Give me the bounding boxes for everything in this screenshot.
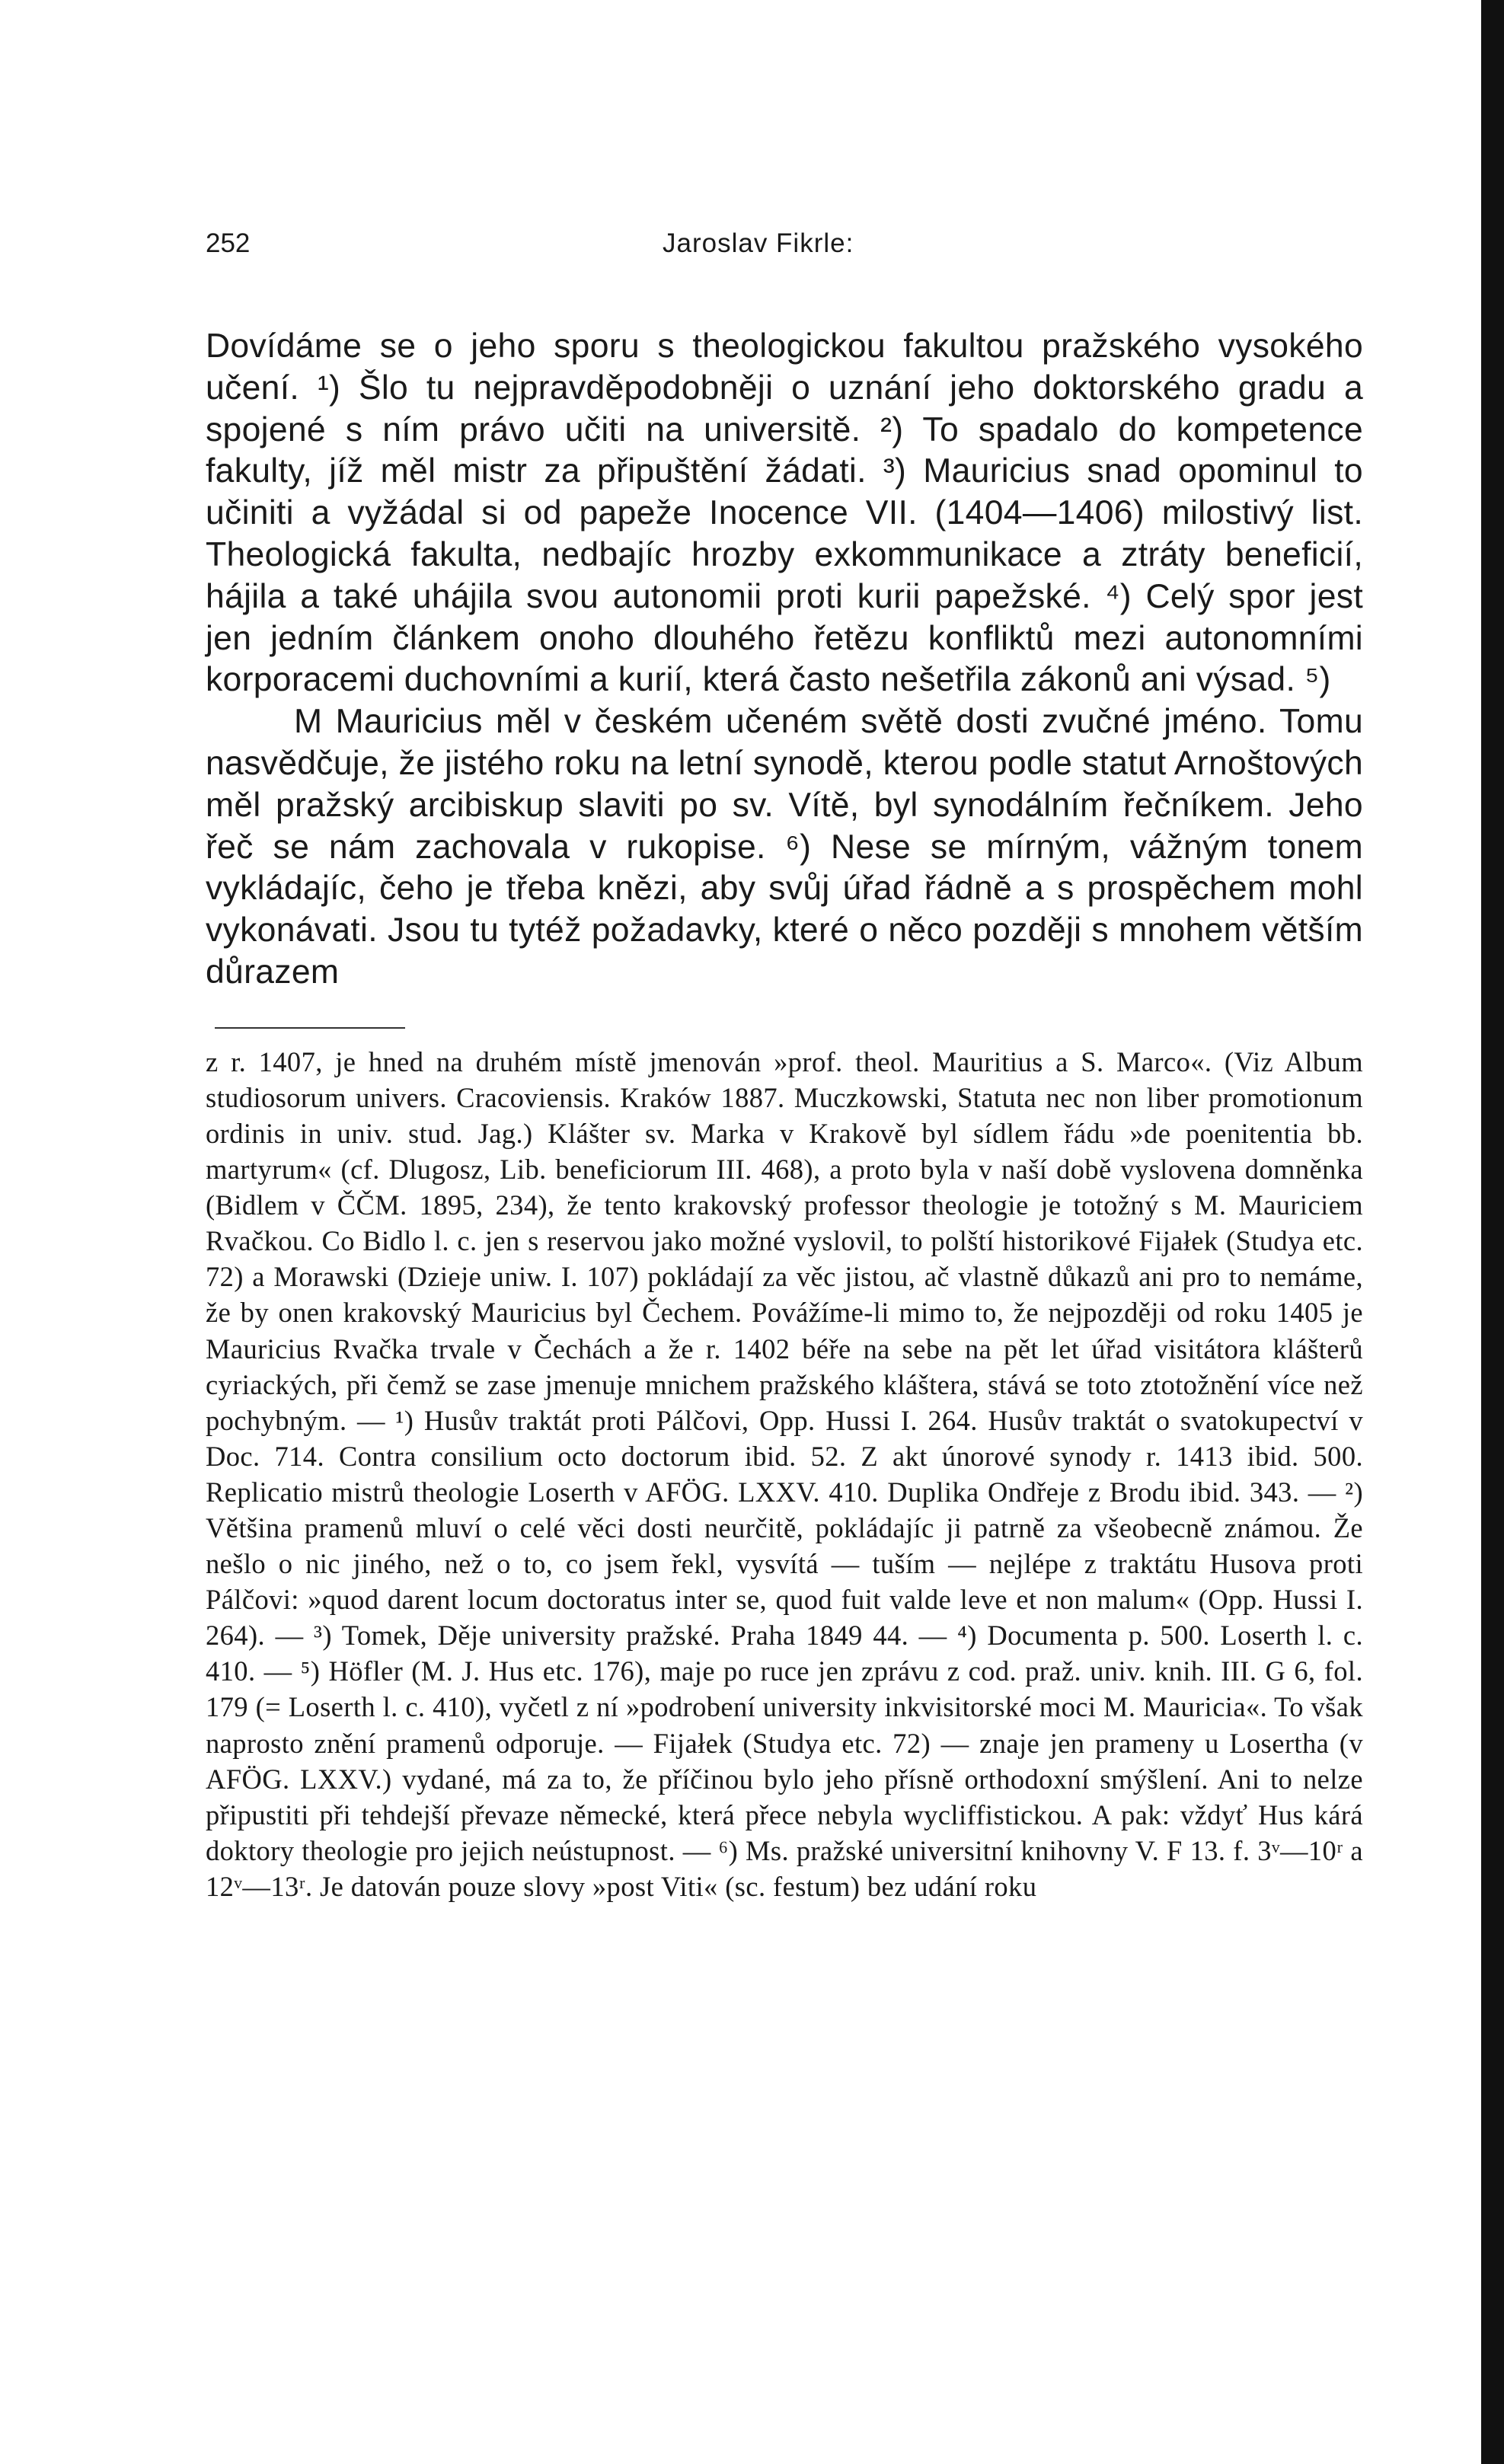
page-number: 252 <box>206 228 251 258</box>
footnotes <box>206 1044 1363 1904</box>
page-header <box>206 228 1363 274</box>
footnote-text: z r. 1407, je hned na druhém místě jmenován »prof. theol. Mauritius a S. Marco«. (Viz Album studiosorum univers. Cracoviensis. Kraków 1887. Muczkowski, Statuta nec non liber promotionum ordinis in univ. stud. Jag.) Klášter sv. Marka v Krakově byl sídlem řádu »de poenitentia bb. martyrum« (cf. Dlugosz, Lib. beneficiorum III. 468), a proto byla v naší době vyslovena domněnka (Bidlem v ČČM. 1895, 234), že tento krakovský professor theologie je totožný s M. Mauriciem Rvačkou. Co Bidlo l. c. jen s reservou jako možné vyslovil, to polští historikové Fijałek (Studya etc. 72) a Morawski (Dzieje uniw. I. 107) pokládají za věc jistou, ač vlastně důkazů ani pro to nemáme, že by onen krakovský Mauricius byl Čechem. Povážíme-li mimo to, že nejpozději od roku 1405 je Mauricius Rvačka trvale v Čechách a že r. 1402 béře na sebe na pět let úřad visitátora klášterů cyriackých, při čemž se zase jmenuje mnichem pražského kláštera, stává se toto ztotožnění více než pochybným. — ¹) Husův traktát proti Pálčovi, Opp. Hussi I. 264. Husův traktát o svatokupectví v Doc. 714. Contra consilium octo doctorum ibid. 52. Z akt únorové synody r. 1413 ibid. 500. Replicatio mistrů theologie Loserth v AFÖG. LXXV. 410. Duplika Ondřeje z Brodu ibid. 343. — ²) Většina pramenů mluví o celé věci dosti neurčitě, pokládajíc ji patrně za všeobecně známou. Že nešlo o nic jiného, než o to, co jsem řekl, vysvítá — tuším — nejlépe z traktátu Husova proti Pálčovi: »quod darent locum doctoratus inter se, quod fuit valde leve et non malum« (Opp. Hussi I. 264). — ³) Tomek, Děje university pražské. Praha 1849 44. — ⁴) Documenta p. 500. Loserth l. c. 410. — ⁵) Höfler (M. J. Hus etc. 176), maje po ruce jen zprávu z cod. praž. univ. knih. III. G 6, fol. 179 (= Loserth l. c. 410), vyčetl z ní »podrobení university inkvisitorské moci M. Mauricia«. To však naprosto znění pramenů odporuje. — Fijałek (Studya etc. 72) — znaje jen prameny u Losertha (v AFÖG. LXXV.) vydané, má za to, že příčinou bylo jeho přísně orthodoxní smýšlení. Ani to nelze připustiti při tehdejší převaze německé, která přece nebyla wycliffistickou. A pak: vždyť Hus kárá doktory theologie pro jejich neústupnost. — ⁶) Ms. pražské universitní knihovny V. F 13. f. 3ᵛ—10ʳ a 12ᵛ—13ʳ. Je datován pouze slovy »post Viti« (sc. festum) bez udání roku <box>206 1045 1363 1902</box>
main-text <box>206 326 1363 994</box>
scan-edge-border <box>1481 0 1504 2464</box>
footnote-divider <box>215 1027 405 1029</box>
running-head: Jaroslav Fikrle: <box>663 228 854 258</box>
paragraph: Dovídáme se o jeho sporu s theologickou fakultou pražského vysokého učení. ¹) Šlo tu nejpravděpodobněji o uznání jeho doktorského gradu a spojené s ním právo učiti na universitě. ²) To spadalo do kompetence fakulty, jíž měl mistr za připuštění žádati. ³) Mauricius snad opominul to učiniti a vyžádal si od papeže Inocence VII. (1404—1406) milostivý list. Theologická fakulta, nedbajíc hrozby exkommunikace a ztráty beneficií, hájila a také uhájila svou autonomii proti kurii papežské. ⁴) Celý spor jest jen jedním článkem onoho dlouhého řetězu konfliktů mezi autonomními korporacemi duchovními a kurií, která často nešetřila zákonů ani výsad. ⁵) <box>206 327 1363 699</box>
book-page <box>206 228 1363 1904</box>
paragraph: M Mauricius měl v českém učeném světě dosti zvučné jméno. Tomu nasvědčuje, že jistého roku na letní synodě, kterou podle statut Arnoštových měl pražský arcibiskup slaviti po sv. Vítě, byl synodálním řečníkem. Jeho řeč se nám zachovala v rukopise. ⁶) Nese se mírným, vážným tonem vykládajíc, čeho je třeba knězi, aby svůj úřad řádně a s prospěchem mohl vykonávati. Jsou tu tytéž požadavky, které o něco později s mnohem větším důrazem <box>206 703 1363 991</box>
